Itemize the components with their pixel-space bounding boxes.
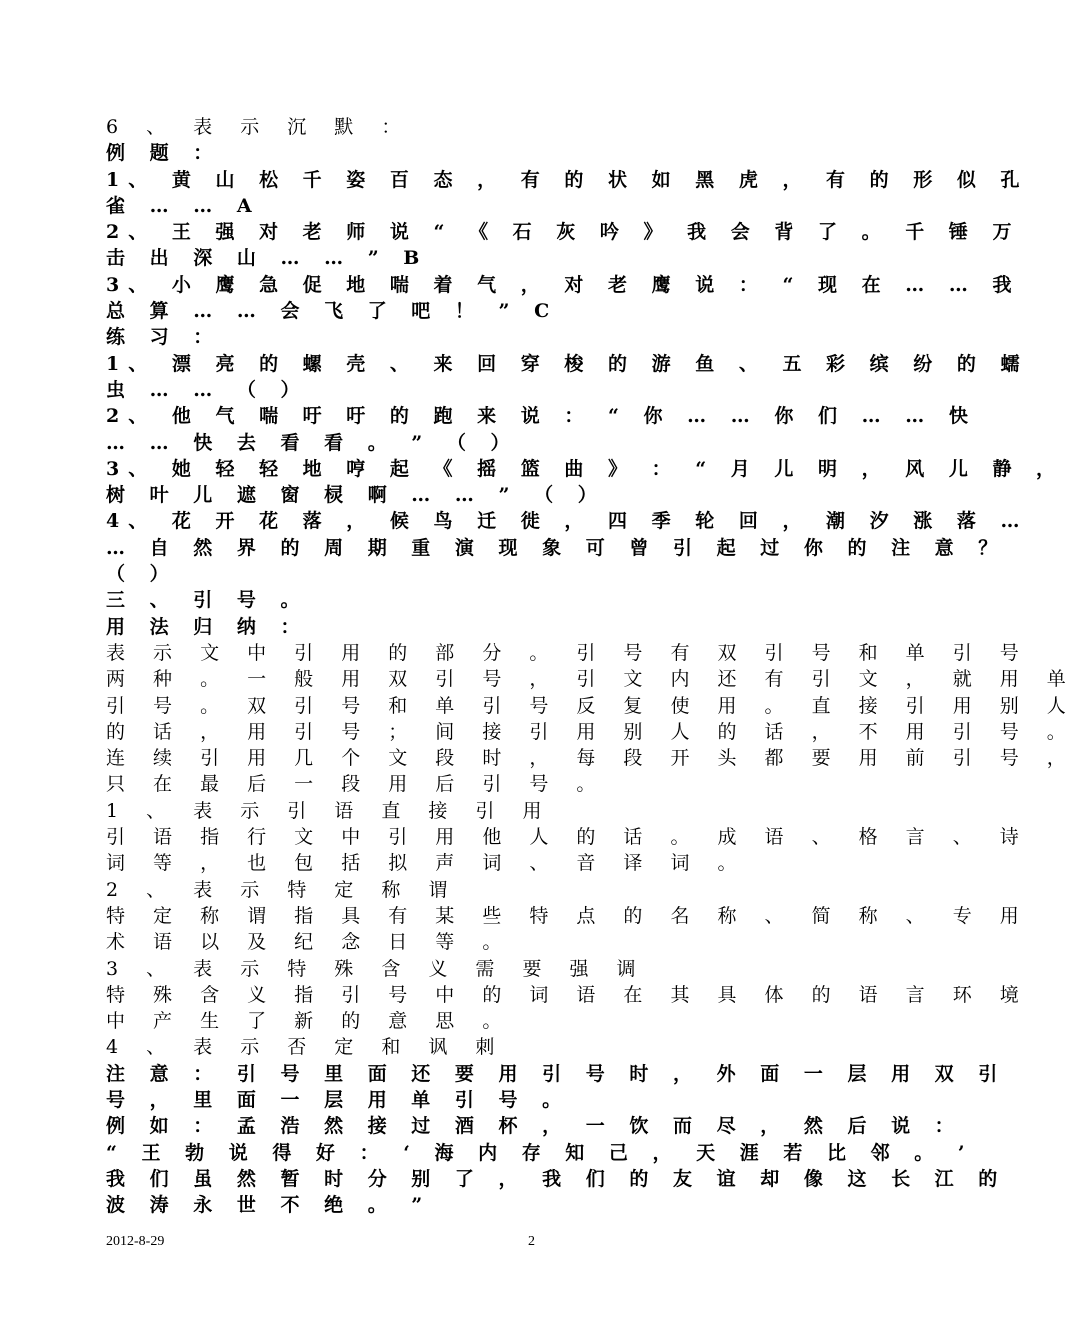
text-line: 2、 王 强 对 老 师 说 “ 《 石 灰 吟 》 我 会 背 了 。 千 锤 万 [106, 221, 1021, 244]
text-line: 连 续 引 用 几 个 文 段 时 ， 每 段 开 头 都 要 用 前 引 号 ， [106, 747, 1077, 770]
text-line: … 自 然 界 的 周 期 重 演 现 象 可 曾 引 起 过 你 的 注 意 ？ [106, 536, 1007, 559]
text-line: 击 出 深 山 … … ” B [106, 247, 429, 270]
text-line: 1、 黄 山 松 千 姿 百 态 ， 有 的 状 如 黑 虎 ， 有 的 形 似 孔 [106, 168, 1029, 191]
text-line: 3、 她 轻 轻 地 哼 起 《 摇 篮 曲 》 ： “ 月 儿 明 ， 风 儿 静 ， [106, 457, 1065, 480]
text-line: 引 语 指 行 文 中 引 用 他 人 的 话 。 成 语 、 格 言 、 诗 [106, 826, 1030, 849]
text-line: “ 王 勃 说 得 好 ： ‘ 海 内 存 知 己 ， 天 涯 若 比 邻 。 ’ [106, 1141, 974, 1164]
text-line: 雀 … … A [106, 194, 261, 217]
text-line: 例 题 ： [106, 142, 222, 165]
text-line: 总 算 … … 会 飞 了 吧 ！ ” C [106, 300, 559, 323]
text-line: 虫 … … （ ） [106, 378, 309, 401]
text-line: 两 种 。 一 般 用 双 引 号 ， 引 文 内 还 有 引 文 ， 就 用 单 [106, 668, 1077, 691]
text-line: 的 话 ， 用 引 号 ； 间 接 引 用 别 人 的 话 ， 不 用 引 号 。 [106, 720, 1077, 743]
text-line: 4、 花 开 花 落 ， 候 鸟 迁 徙 ， 四 季 轮 回 ， 潮 汐 涨 落 … [106, 510, 1029, 533]
text-line: 词 等 ， 也 包 括 拟 声 词 、 音 译 词 。 [106, 852, 748, 875]
document-body [106, 114, 1077, 1218]
text-line: 波 涛 永 世 不 绝 。 ” [106, 1194, 432, 1217]
text-line: 3、 小 鹰 急 促 地 喘 着 气 ， 对 老 鹰 说 ： “ 现 在 … … 我 [106, 273, 1021, 296]
text-line: … … 快 去 看 看 。 ” （ ） [106, 431, 519, 454]
text-line: 6 、 表 示 沉 默 ： [106, 116, 412, 138]
footer-date: 2012-8-29 [106, 1234, 165, 1249]
text-line: 中 产 生 了 新 的 意 思 。 [106, 1010, 513, 1033]
text-line: （ ） [106, 563, 178, 586]
text-line: 3 、 表 示 特 殊 含 义 需 要 强 调 [106, 957, 647, 980]
text-line: 特 殊 含 义 指 引 号 中 的 词 语 在 其 具 体 的 语 言 环 境 [106, 983, 1030, 1006]
text-line: 4 、 表 示 否 定 和 讽 刺 [106, 1036, 506, 1059]
text-line: 特 定 称 谓 指 具 有 某 些 特 点 的 名 称 、 简 称 、 专 用 [106, 904, 1030, 927]
text-line: 练 习 ： [106, 326, 222, 349]
text-line: 只 在 最 后 一 段 用 后 引 号 。 [106, 773, 607, 796]
text-line: 1 、 表 示 引 语 直 接 引 用 [106, 799, 553, 822]
text-line: 注 意 ： 引 号 里 面 还 要 用 引 号 时 ， 外 面 一 层 用 双 引 [106, 1062, 1007, 1085]
text-line: 2、 他 气 喘 吁 吁 的 跑 来 说 ： “ 你 … … 你 们 … … 快 [106, 405, 977, 428]
text-line: 用 法 归 纳 ： [106, 615, 309, 638]
text-line: 表 示 文 中 引 用 的 部 分 。 引 号 有 双 引 号 和 单 引 号 [106, 641, 1030, 664]
text-line: 1、 漂 亮 的 螺 壳 、 来 回 穿 梭 的 游 鱼 、 五 彩 缤 纷 的 蠕 [106, 352, 1029, 375]
text-line: 号 ， 里 面 一 层 用 单 引 号 。 [106, 1088, 571, 1111]
text-line: 2 、 表 示 特 定 称 谓 [106, 878, 459, 901]
text-line: 三 、 引 号 。 [106, 589, 309, 612]
footer-page-number: 2 [528, 1234, 535, 1249]
text-line: 术 语 以 及 纪 念 日 等 。 [106, 931, 513, 954]
text-line: 引 号 。 双 引 号 和 单 引 号 反 复 使 用 。 直 接 引 用 别 人 [106, 694, 1077, 717]
text-line: 我 们 虽 然 暂 时 分 别 了 ， 我 们 的 友 谊 却 像 这 长 江 的 [106, 1167, 1007, 1190]
text-line: 树 叶 儿 遮 窗 棂 啊 … … ” （ ） [106, 484, 606, 507]
text-line: 例 如 ： 孟 浩 然 接 过 酒 杯 ， 一 饮 而 尽 ， 然 后 说 ： [106, 1115, 963, 1138]
